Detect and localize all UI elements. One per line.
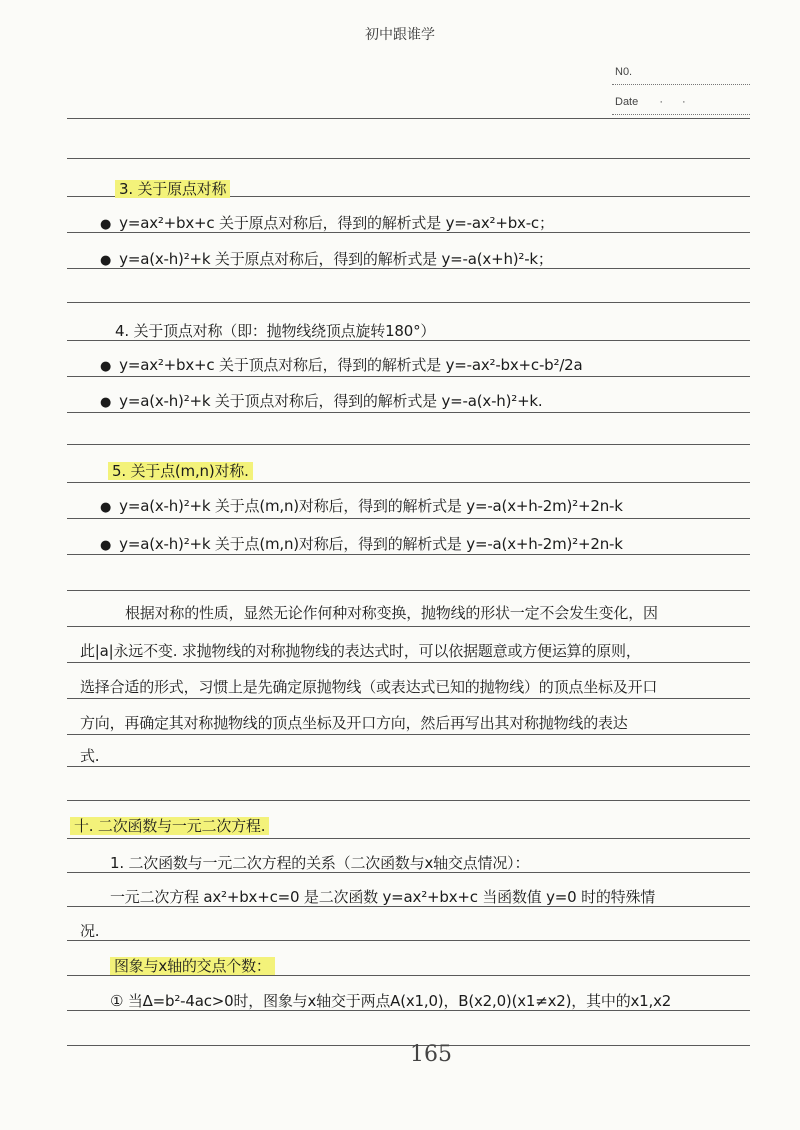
text-line <box>70 178 795 199</box>
rule-line <box>67 662 750 663</box>
rule-line <box>67 626 750 627</box>
bullet-icon: ● <box>100 359 112 374</box>
line-text: 1. 二次函数与一元二次方程的关系（二次函数与x轴交点情况）： <box>110 854 530 872</box>
rule-line <box>67 482 750 483</box>
date-dots: · · <box>659 96 694 108</box>
rule-line <box>67 158 750 159</box>
highlighted-heading: 图象与x轴的交点个数： <box>110 957 275 975</box>
bullet-line <box>70 390 780 411</box>
text-line <box>70 886 790 907</box>
page-header-title: 初中跟谁学 <box>365 27 435 43</box>
rule-line <box>67 302 750 303</box>
date-label-text: Date <box>615 96 639 108</box>
bullet-line <box>70 354 780 375</box>
bullet-line <box>70 248 780 269</box>
bullet-line <box>70 212 780 233</box>
rule-line <box>67 734 750 735</box>
text-line <box>70 990 790 1011</box>
bullet-line <box>70 495 780 516</box>
text-line <box>70 955 790 976</box>
rule-line <box>67 800 750 801</box>
bullet-icon: ● <box>100 253 112 268</box>
line-text: 4. 关于顶点对称（即：抛物线绕顶点旋转180°） <box>115 322 436 340</box>
date-label <box>615 96 694 108</box>
rule-line <box>67 118 750 119</box>
text-line <box>70 320 795 341</box>
rule-line <box>67 518 750 519</box>
line-text: y=a(x-h)²+k 关于顶点对称后，得到的解析式是 y=-a(x-h)²+k. <box>119 392 543 410</box>
line-text: y=a(x-h)²+k 关于原点对称后，得到的解析式是 y=-a(x+h)²-k； <box>119 250 553 268</box>
line-text: y=ax²+bx+c 关于原点对称后，得到的解析式是 y=-ax²+bx-c； <box>119 214 554 232</box>
line-text: 式. <box>80 747 100 765</box>
rule-line <box>67 838 750 839</box>
text-line <box>70 815 750 836</box>
date-underline <box>612 114 750 115</box>
text-line <box>70 712 760 733</box>
line-text: 此|a|永远不变. 求抛物线的对称抛物线的表达式时，可以依据题意或方便运算的原则， <box>80 642 641 660</box>
rule-line <box>67 698 750 699</box>
highlighted-heading: 3. 关于原点对称 <box>115 180 230 198</box>
rule-line <box>67 766 750 767</box>
text-line <box>70 852 790 873</box>
rule-line <box>67 376 750 377</box>
bullet-icon: ● <box>100 395 112 410</box>
line-text: 况. <box>80 922 100 940</box>
no-underline <box>612 84 750 85</box>
text-line <box>70 745 760 766</box>
line-text: 选择合适的形式，习惯上是先确定原抛物线（或表达式已知的抛物线）的顶点坐标及开口 <box>80 678 658 696</box>
rule-line <box>67 444 750 445</box>
text-line <box>70 460 788 481</box>
bullet-icon: ● <box>100 538 112 553</box>
rule-line <box>67 590 750 591</box>
text-line <box>70 676 760 697</box>
bullet-icon: ● <box>100 217 112 232</box>
line-text: 方向，再确定其对称抛物线的顶点坐标及开口方向，然后再写出其对称抛物线的表达 <box>80 714 628 732</box>
line-text: y=a(x-h)²+k 关于点(m,n)对称后，得到的解析式是 y=-a(x+h-2m)²+2n-k <box>119 535 623 553</box>
bullet-line <box>70 533 780 554</box>
line-text: y=ax²+bx+c 关于顶点对称后，得到的解析式是 y=-ax²-bx+c-b²/2a <box>119 356 583 374</box>
page-number: 165 <box>410 1042 452 1067</box>
line-text: 一元二次方程 ax²+bx+c=0 是二次函数 y=ax²+bx+c 当函数值 y=0 时的特殊情 <box>110 888 656 906</box>
text-line <box>70 920 760 941</box>
highlighted-heading: 5. 关于点(m,n)对称. <box>108 462 253 480</box>
line-text: y=a(x-h)²+k 关于点(m,n)对称后，得到的解析式是 y=-a(x+h-2m)²+2n-k <box>119 497 623 515</box>
rule-line <box>67 554 750 555</box>
text-line <box>70 640 760 661</box>
line-text: 根据对称的性质，显然无论作何种对称变换，抛物线的形状一定不会发生变化，因 <box>125 604 658 622</box>
highlighted-heading: 十. 二次函数与一元二次方程. <box>70 817 269 835</box>
rule-line <box>67 1045 750 1046</box>
no-label: N0. <box>615 66 633 78</box>
bullet-icon: ● <box>100 500 112 515</box>
rule-line <box>67 412 750 413</box>
text-line <box>70 602 800 623</box>
line-text: ① 当Δ=b²-4ac>0时，图象与x轴交于两点A(x1,0)，B(x2,0)(x1≠x2)，其中的x1,x2 <box>110 992 672 1010</box>
